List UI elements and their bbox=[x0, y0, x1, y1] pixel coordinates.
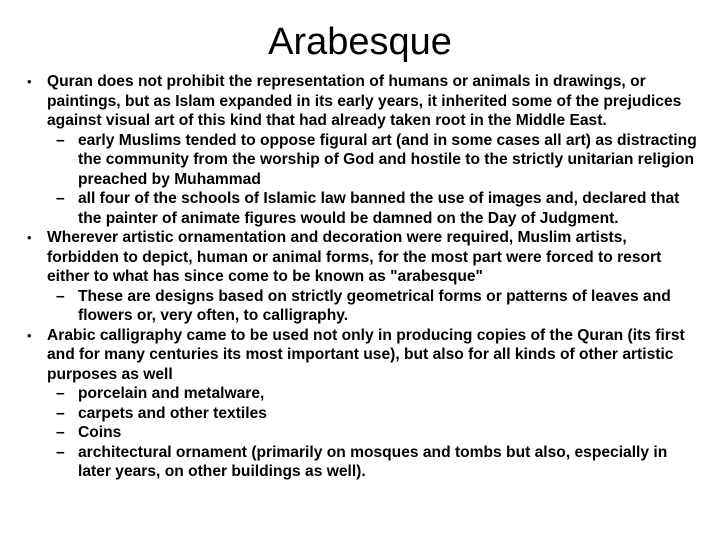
bullet-3-sub-2-text: carpets and other textiles bbox=[78, 404, 267, 422]
slide-content bbox=[20, 72, 700, 482]
bullet-2-text: Wherever artistic ornamentation and decoration were required, Muslim artists, forbidden to depict, human or animal forms, for the most part were forced to resort either to what has since come to be known as "arabesque" bbox=[47, 229, 662, 285]
bullet-1-sub-1 bbox=[20, 131, 700, 190]
sub-marker: – bbox=[56, 404, 65, 422]
bullet-3-text: Arabic calligraphy came to be used not only in producing copies of the Quran (its first and for many centuries its most important use), but also for all kinds of other artistic purposes as well bbox=[47, 326, 685, 383]
bullet-2-sub-1-text: These are designs based on strictly geometrical forms or patterns of leaves and flowers or, very often, to calligraphy. bbox=[78, 287, 671, 324]
bullet-2 bbox=[20, 228, 700, 287]
bullet-3-sub-1 bbox=[20, 384, 700, 404]
bullet-3-sub-4-text: architectural ornament (primarily on mosques and tombs but also, especially in later years, on other buildings as well). bbox=[78, 443, 668, 480]
bullet-2-sub-1 bbox=[20, 287, 700, 326]
bullet-marker: • bbox=[27, 230, 32, 245]
bullet-1 bbox=[20, 72, 700, 131]
bullet-1-sub-2 bbox=[20, 189, 700, 228]
sub-marker: – bbox=[56, 131, 65, 149]
bullet-marker: • bbox=[27, 74, 32, 89]
bullet-1-sub-2-text: all four of the schools of Islamic law banned the use of images and, declared that the painter of animate figures would be damned on the Day of Judgment. bbox=[78, 190, 680, 227]
bullet-3-sub-1-text: porcelain and metalware, bbox=[78, 385, 265, 402]
sub-marker: – bbox=[56, 385, 65, 402]
bullet-3 bbox=[20, 326, 700, 385]
sub-marker: – bbox=[56, 287, 65, 305]
sub-marker: – bbox=[56, 443, 65, 461]
bullet-3-sub-3 bbox=[20, 423, 700, 443]
bullet-3-sub-3-text: Coins bbox=[78, 424, 122, 441]
bullet-1-sub-1-text: early Muslims tended to oppose figural art (and in some cases all art) as distracting the community from the worship of God and hostile to the strictly unitarian religion preached by Muhammad bbox=[78, 131, 697, 188]
sub-marker: – bbox=[56, 190, 65, 207]
bullet-3-sub-2 bbox=[20, 404, 700, 424]
bullet-1-text: Quran does not prohibit the representation of humans or animals in drawings, or paintings, but as Islam expanded in its early years, it inherited some of the prejudices against visual art of this kind that had already taken root in the Middle East. bbox=[47, 73, 682, 129]
bullet-3-sub-4 bbox=[20, 443, 700, 482]
sub-marker: – bbox=[56, 424, 65, 441]
slide-title: Arabesque bbox=[268, 21, 452, 63]
bullet-marker: • bbox=[27, 327, 32, 343]
